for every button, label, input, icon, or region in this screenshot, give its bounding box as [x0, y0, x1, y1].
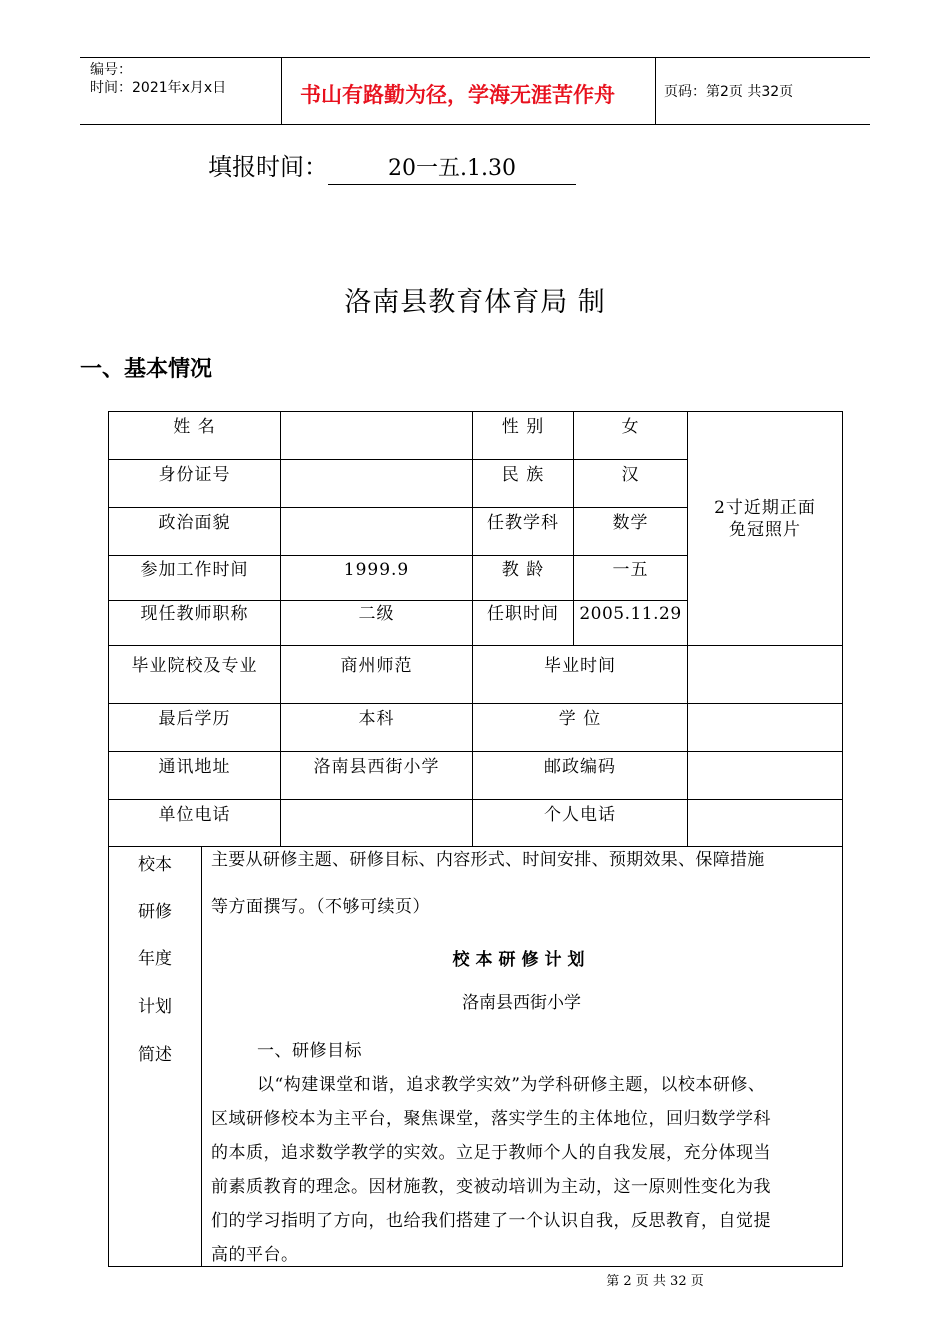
table-rule [108, 507, 688, 508]
teaching-years-label: 教 龄 [501, 560, 545, 580]
subject-value: 数学 [612, 513, 649, 533]
teaching-years-value: 一五 [612, 560, 649, 580]
table-rule [280, 411, 281, 846]
gender-value: 女 [621, 417, 640, 437]
subject-label: 任教学科 [487, 513, 559, 533]
plan-goal-heading: 一、研修目标 [257, 1041, 362, 1061]
table-rule [108, 703, 843, 704]
fill-time-label: 填报时间： [208, 153, 328, 181]
document-time-label: 时间：2021年x月x日 [90, 80, 227, 96]
plan-body-line: 以“构建课堂和谐，追求教学实效”为学科研修主题，以校本研修、 [257, 1075, 766, 1095]
table-rule [108, 600, 688, 601]
table-rule [108, 645, 843, 646]
plan-side-label: 校本 [138, 855, 172, 875]
title-value: 二级 [358, 604, 395, 624]
personal-phone-label: 个人电话 [544, 805, 616, 825]
header-motto: 书山有路勤为径，学海无涯苦作舟 [300, 83, 615, 107]
degree-label: 学 位 [558, 709, 602, 729]
plan-side-label: 计划 [138, 997, 172, 1017]
id-label: 身份证号 [158, 465, 231, 485]
plan-body-line: 区域研修校本为主平台，聚焦课堂，落实学生的主体地位，回归数学学科 [211, 1109, 771, 1129]
table-rule [108, 555, 688, 556]
header-page-info: 页码：第2页 共32页 [664, 84, 794, 100]
fill-time [208, 147, 576, 185]
section-title: 一、基本情况 [80, 357, 213, 382]
ethnicity-label: 民 族 [501, 465, 545, 485]
table-rule [687, 411, 688, 846]
table-rule [108, 751, 843, 752]
header-divider [281, 57, 282, 125]
header-bottom-rule [80, 124, 870, 125]
plan-title: 校本研修计划 [452, 950, 591, 970]
document-number-label: 编号： [90, 62, 132, 78]
education-label: 最后学历 [158, 709, 231, 729]
table-rule [201, 846, 202, 1267]
school-value: 商州师范 [340, 656, 413, 676]
unit-phone-label: 单位电话 [158, 805, 231, 825]
plan-body-line: 前素质教育的理念。因材施教，变被动培训为主动，这一原则性变化为我 [211, 1177, 771, 1197]
postcode-label: 邮政编码 [544, 757, 616, 777]
plan-side-label: 年度 [138, 949, 172, 969]
plan-body-line: 们的学习指明了方向，也给我们搭建了一个认识自我，反思教育，自觉提 [211, 1211, 771, 1231]
ethnicity-value: 汉 [621, 465, 640, 485]
name-label: 姓 名 [173, 417, 216, 437]
table-rule [108, 799, 843, 800]
appoint-value: 2005.11.29 [579, 604, 682, 624]
address-value: 洛南县西街小学 [313, 757, 440, 777]
political-label: 政治面貌 [158, 513, 231, 533]
organization-title: 洛南县教育体育局 制 [344, 287, 606, 318]
plan-instruction-line1: 主要从研修主题、研修目标、内容形式、时间安排、预期效果、保障措施 [211, 850, 765, 870]
plan-side-label: 简述 [138, 1045, 172, 1065]
appoint-label: 任职时间 [487, 604, 559, 624]
work-start-value: 1999.9 [343, 560, 410, 580]
plan-side-label: 研修 [138, 902, 172, 922]
table-rule [108, 459, 688, 460]
plan-school: 洛南县西街小学 [462, 993, 581, 1013]
address-label: 通讯地址 [158, 757, 231, 777]
work-start-label: 参加工作时间 [140, 560, 249, 580]
plan-body-line: 的本质，追求数学教学的实效。立足于教师个人的自我发展，充分体现当 [211, 1143, 771, 1163]
title-label: 现任教师职称 [140, 604, 249, 624]
photo-note-line2: 免冠照片 [729, 520, 801, 540]
grad-time-label: 毕业时间 [544, 656, 616, 676]
plan-instruction-line2: 等方面撰写。（不够可续页） [211, 897, 430, 917]
education-value: 本科 [358, 709, 395, 729]
gender-label: 性 别 [501, 417, 545, 437]
header-divider [655, 57, 656, 125]
fill-time-value: 20一五.1.30 [328, 151, 576, 185]
plan-body-line: 高的平台。 [211, 1245, 299, 1265]
header-top-rule [80, 57, 870, 58]
school-label: 毕业院校及专业 [131, 656, 258, 676]
photo-note-line1: 2寸近期正面 [714, 498, 816, 518]
page-footer: 第 2 页 共 32 页 [606, 1274, 704, 1289]
